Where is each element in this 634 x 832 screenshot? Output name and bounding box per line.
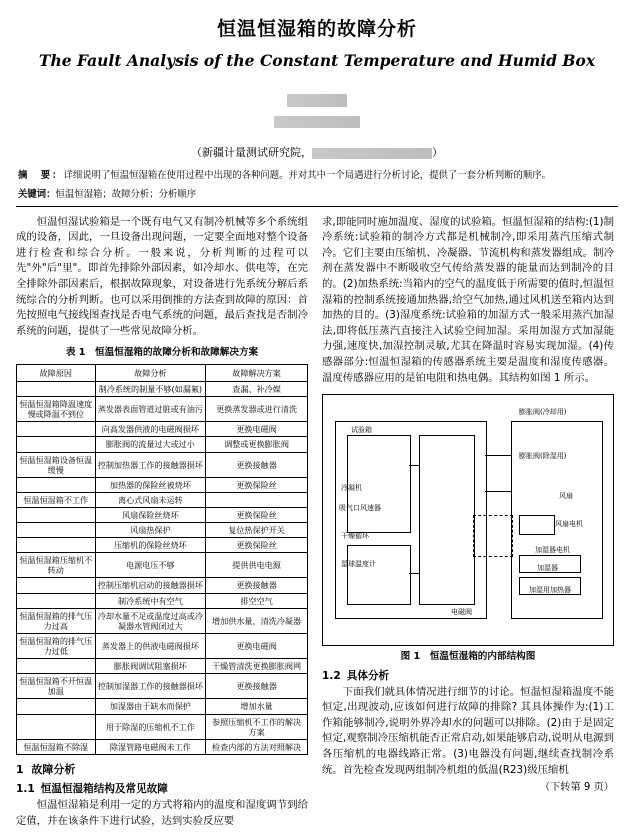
cell-solution xyxy=(206,492,308,507)
table-row xyxy=(17,437,308,452)
cell-solution: 更换电磁阀 xyxy=(206,422,308,437)
figure-internal-structure xyxy=(322,394,614,646)
figure-label-fan: 风扇 xyxy=(559,492,573,501)
cell-solution: 复位热保护开关 xyxy=(206,523,308,538)
table-row xyxy=(17,608,308,633)
table-row xyxy=(17,477,308,492)
table-row xyxy=(17,659,308,674)
table-row xyxy=(17,422,308,437)
cell-cause xyxy=(17,437,96,452)
cell-solution: 更换接触器 xyxy=(206,578,308,593)
cell-analysis: 控制加热器工作的接触器损坏 xyxy=(95,452,206,477)
figure-label-condenser: 冷凝机 xyxy=(341,484,362,493)
cell-cause: 恒温恒湿箱的排气压力过低 xyxy=(17,633,96,658)
cell-analysis: 控制加湿器工作的接触器损坏 xyxy=(95,674,206,699)
cell-analysis: 膨胀阀的流量过大或过小 xyxy=(95,437,206,452)
cell-solution: 更换保险丝 xyxy=(206,538,308,553)
cell-analysis: 向高发器供液的电磁阀损坏 xyxy=(95,422,206,437)
cell-cause: 恒温恒湿箱降温速度慢或降温不到位 xyxy=(17,397,96,422)
cell-analysis: 制冷系统中有空气 xyxy=(95,593,206,608)
cell-solution: 更换保险丝 xyxy=(206,477,308,492)
page-title: 恒温恒湿箱的故障分析 xyxy=(216,18,417,40)
cell-cause xyxy=(17,714,96,739)
figure-connector-line xyxy=(485,491,511,492)
table-row xyxy=(17,452,308,477)
figure-label-air-inlet: 吸气口风速器 xyxy=(339,504,381,513)
figure-label-dry-cycle: 干燥循环 xyxy=(341,532,369,541)
table-header-solution: 故障解决方案 xyxy=(206,364,308,381)
cell-solution: 更换电磁阀 xyxy=(206,633,308,658)
table-caption: 表 1 恒温恒湿箱的故障分析和故障解决方案 xyxy=(65,347,259,359)
figure-label-test-chamber: 试验箱 xyxy=(351,426,372,435)
cell-cause xyxy=(17,699,96,714)
cell-analysis: 压缩机的保险丝烧坏 xyxy=(95,538,206,553)
cell-analysis: 蒸发器表面管道过脏或有油污 xyxy=(95,397,206,422)
cell-solution: 更换保险丝 xyxy=(206,507,308,522)
page-subtitle-english: The Fault Analysis of the Constant Temperature and Humid Box xyxy=(38,51,596,70)
section-1-1-heading xyxy=(16,782,308,798)
figure-label-fan-motor: 风扇电机 xyxy=(555,520,583,529)
cell-analysis: 用于除湿的压缩机不工作 xyxy=(95,714,206,739)
table-row xyxy=(17,553,308,578)
section-1-1-title: 恒温恒湿箱结构及常见故障 xyxy=(40,783,168,796)
figure-caption: 图 1 恒温恒湿箱的内部结构图 xyxy=(400,651,536,663)
cell-cause xyxy=(17,422,96,437)
cell-cause xyxy=(17,381,96,396)
table-row xyxy=(17,397,308,422)
abstract-label: 摘 要： xyxy=(18,170,64,181)
cell-analysis: 冷却水量不足或温度过高或冷凝器水管阀闭过大 xyxy=(95,608,206,633)
figure-fan-box xyxy=(519,515,555,535)
cell-analysis: 风扇保险丝烧坏 xyxy=(95,507,206,522)
cell-solution: 调整或更换膨胀阀 xyxy=(206,437,308,452)
figure-connector-line xyxy=(485,455,511,456)
right-column xyxy=(322,215,614,831)
author-block xyxy=(0,92,634,130)
right-paragraph-1: 求,即能同时施加温度、湿度的试验箱。恒温恒湿箱的结构:(1)制冷系统:试验箱的制冷方式都是机械制冷,即采用蒸汽压缩式制冷。它们主要由压缩机、冷凝器、节流机构和蒸发器组成。制冷剂在蒸发器中不断吸收空气传给蒸发器的能量而达到制冷的目的。(2)加热系统:当箱内的空气的温度低于所需要的值时,恒温恒湿箱的控制系统接通加热器,给空气加热,通过风机送至箱内达到加热的目的。(3)湿度系统:试验箱的加湿方式一般采用蒸汽加湿法,即将低压蒸汽直接注入试验空间加湿。采用加湿方式加湿能力强,速度快,加湿控制灵敏,尤其在降温时容易实现加湿。(4)传感器部分:恒温恒湿箱的传感器系统主要是温度和湿度传感器。温度传感器应用的是铂电阻和热电偶。其结构如图 1 所示。 xyxy=(322,215,614,384)
cell-solution: 干燥管清洗更换膨胀阀网 xyxy=(206,659,308,674)
cell-cause: 恒温恒湿箱不除湿 xyxy=(17,739,96,754)
table-row xyxy=(17,739,308,754)
section-1-1-number: 1.1 xyxy=(16,783,35,796)
section-1-2-title: 具体分析 xyxy=(346,669,390,682)
figure-connector-line xyxy=(409,573,419,574)
header-divider xyxy=(16,206,618,207)
figure-label-humidifier: 加湿器 xyxy=(537,564,558,573)
section-1-1-text: 恒温恒湿箱是利用一定的方式将箱内的温度和湿度调节到给定值，并在该条件下进行试验，达到实验反应要 xyxy=(16,799,308,827)
figure-label-humidifying-heater: 加湿用加热器 xyxy=(529,586,571,595)
table-row xyxy=(17,633,308,658)
cell-cause: 恒温恒湿箱不开恒温加温 xyxy=(17,674,96,699)
cell-solution: 排空空气 xyxy=(206,593,308,608)
cell-cause xyxy=(17,659,96,674)
affiliation-redaction xyxy=(312,148,432,159)
figure-label-solenoid-valve: 电磁阀 xyxy=(451,608,472,617)
figure-label-humidifier-motor: 加湿器电机 xyxy=(535,546,570,555)
cell-analysis: 除湿管路电磁阀未工作 xyxy=(95,739,206,754)
cell-analysis: 制冷系统的制量不够(如漏氟) xyxy=(95,381,206,396)
cell-cause: 恒温恒湿箱压缩机不转动 xyxy=(17,553,96,578)
fault-analysis-table xyxy=(16,364,308,755)
author-redaction xyxy=(287,94,347,107)
cell-cause xyxy=(17,477,96,492)
cell-solution: 增加供水量，清洗冷凝器 xyxy=(206,608,308,633)
section-1-2-text: 下面我们就具体情况进行细节的讨论。恒温恒湿箱温度不能恒定,出现波动,应该如何进行故障的排除? 其具体操作为:(1)工作箱能够制冷,说明外界冷却水的问题可以排除。(2)由于是固定恒定,观察制冷压缩机能否正常启动,如果能够启动,说明从电源到各压缩机的电器线路正常。(3)电器没有问题,继续查找制冷系统。首先检查发现两组制冷机组的低温(R23)级压缩机 xyxy=(322,685,614,776)
cell-cause: 恒温恒湿箱的排气压力过高 xyxy=(17,608,96,633)
table-row xyxy=(17,507,308,522)
table-header-analysis: 故障分析 xyxy=(95,364,206,381)
table-row xyxy=(17,674,308,699)
table-row xyxy=(17,593,308,608)
table-row xyxy=(17,714,308,739)
cell-analysis: 电源电压不够 xyxy=(95,553,206,578)
paper-page xyxy=(0,14,634,832)
figure-air-duct xyxy=(419,435,475,605)
abstract xyxy=(18,169,616,184)
cell-solution: 提供供电电源 xyxy=(206,553,308,578)
section-1-2-number: 1.2 xyxy=(322,669,341,682)
figure-connector-line xyxy=(409,465,419,466)
keywords xyxy=(18,186,616,200)
cell-cause xyxy=(17,507,96,522)
continuation-note: （下转第 9 页） xyxy=(539,782,614,794)
cell-cause xyxy=(17,523,96,538)
cell-analysis: 膨胀阀调试阻塞损坏 xyxy=(95,659,206,674)
cell-cause: 恒温恒湿箱不工作 xyxy=(17,492,96,507)
cell-solution: 更换接触器 xyxy=(206,674,308,699)
abstract-text: 详细说明了恒温恒湿箱在使用过程中出现的各种问题。并对其中一个局遇进行分析讨论，提供了一套分析判断的顺序。 xyxy=(63,170,552,181)
cell-cause: 恒温恒湿箱设备恒温缓慢 xyxy=(17,452,96,477)
cell-cause xyxy=(17,578,96,593)
cell-solution: 检查内部的方法对照解决 xyxy=(206,739,308,754)
section-1-heading xyxy=(16,762,308,779)
cell-cause xyxy=(17,538,96,553)
section-1-title: 故障分析 xyxy=(31,762,76,776)
cell-solution: 更换接触器 xyxy=(206,452,308,477)
section-1-number: 1 xyxy=(16,762,24,776)
figure-lower-chamber xyxy=(347,545,411,605)
cell-solution: 更换蒸发器或进行清洗 xyxy=(206,397,308,422)
cell-cause xyxy=(17,593,96,608)
cell-analysis: 蒸发器上的供液电磁阀损坏 xyxy=(95,633,206,658)
left-paragraph-1: 恒温恒湿试验箱是一个既有电气又有制冷机械等多个系统组成的设备，因此，一旦设备出现问题，一定要全面地对整个设备进行检查和综合分析。一般来说，分析判断的过程可以先"外"后"里"。即首先排除外部因素，如冷却水、供电等，在完全排除外部因素后，根据故障现象，对设备进行先系统分解后系统综合的分析判断。也可以采用倒推的方法查到故障的原因：首先按照电气接线图查找是否电气系统的问题，最后查找是否制冷系统的问题，提供了一些常见故障分析。 xyxy=(16,215,308,337)
table-row xyxy=(17,699,308,714)
table-row xyxy=(17,578,308,593)
cell-analysis: 加湿器由于缺水而保护 xyxy=(95,699,206,714)
cell-solution: 参照压缩机不工作的解决方案 xyxy=(206,714,308,739)
table-header-row xyxy=(17,364,308,381)
cell-analysis: 加热器的保险丝被烧坏 xyxy=(95,477,206,492)
figure-label-expansion-valve-dehumid: 膨胀阀(除湿用) xyxy=(519,452,567,461)
figure-label-wet-bulb: 湿球温度计 xyxy=(341,560,376,569)
keywords-label: 关键词： xyxy=(18,188,56,200)
author-redaction-secondary xyxy=(274,116,360,128)
table-row xyxy=(17,523,308,538)
table-header-cause: 故障原因 xyxy=(17,364,96,381)
table-row xyxy=(17,492,308,507)
cell-analysis: 风扇热保护 xyxy=(95,523,206,538)
cell-analysis: 离心式风扇未运转 xyxy=(95,492,206,507)
left-column xyxy=(16,215,308,831)
table-row xyxy=(17,381,308,396)
table-row xyxy=(17,538,308,553)
affiliation-suffix: ） xyxy=(432,146,443,159)
section-1-2-heading xyxy=(322,669,614,685)
cell-solution: 增加水量 xyxy=(206,699,308,714)
affiliation xyxy=(0,144,634,160)
cell-solution: 查漏、补冷媒 xyxy=(206,381,308,396)
figure-label-expansion-valve-cooling: 膨胀阀(冷却用) xyxy=(519,408,567,417)
figure-dashed-region xyxy=(473,515,513,557)
cell-analysis: 控制压缩机启动的接触器损坏 xyxy=(95,578,206,593)
affiliation-prefix: （新疆计量测试研究院， xyxy=(191,146,312,159)
body-columns xyxy=(16,215,618,831)
keywords-text: 恒温恒湿箱；故障分析；分析顺序 xyxy=(55,188,197,200)
